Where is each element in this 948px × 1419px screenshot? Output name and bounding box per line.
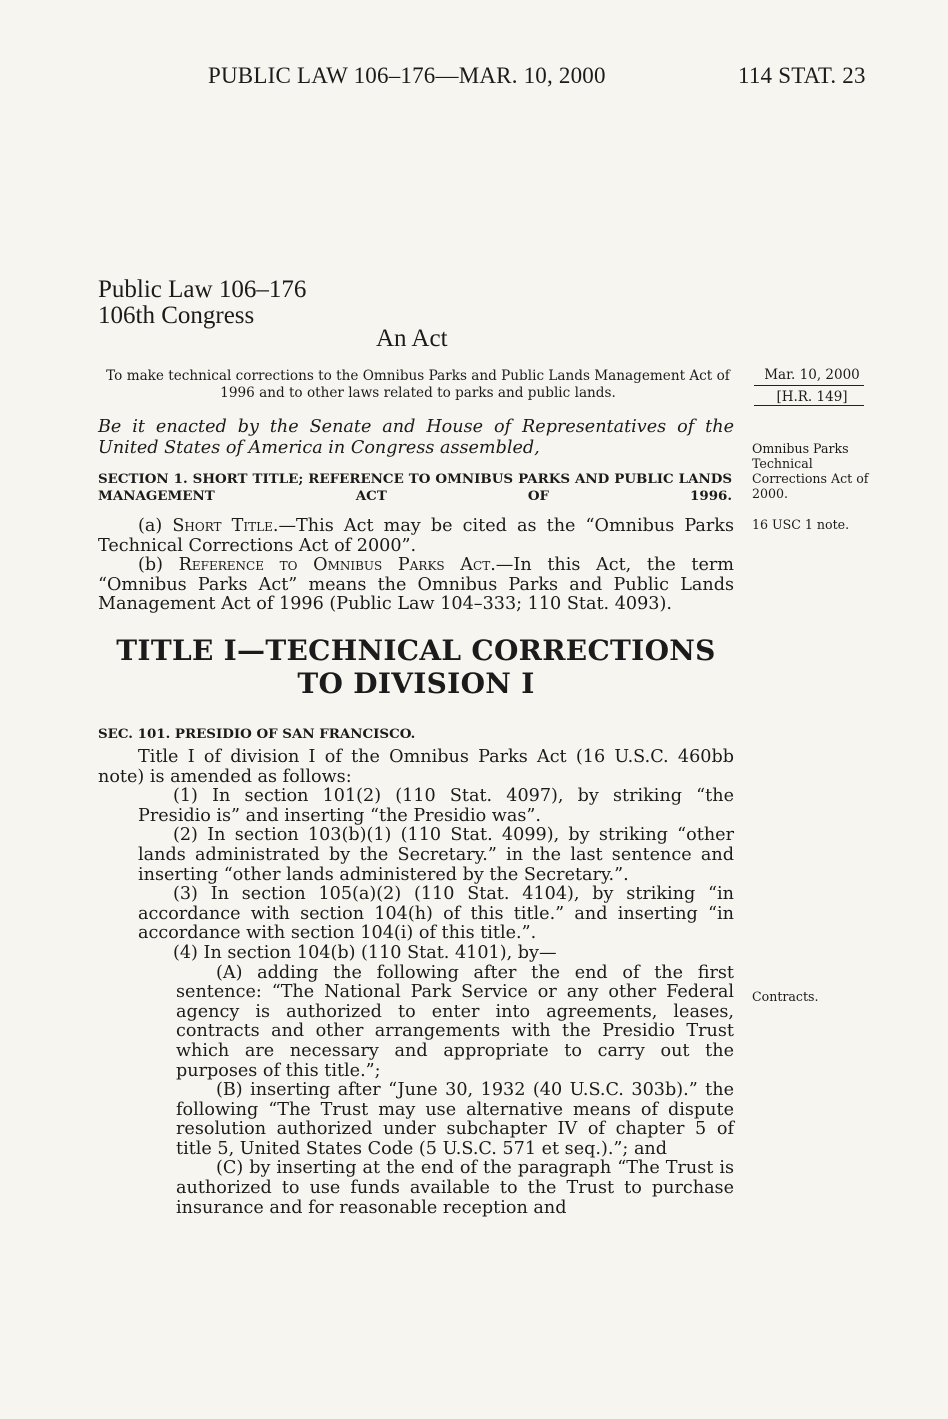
margin-rule xyxy=(754,405,864,406)
subsection-b-text: .—In this Act, the term “Omnibus Parks Act” means the Omnibus Parks and Public Lands Management Act of 1996 (Public Law 104–333; 110 Stat. 4093). xyxy=(98,555,734,615)
paragraph-4: (4) In section 104(b) (110 Stat. 4101), by— xyxy=(173,942,557,963)
subparagraph-b: (B) inserting after “June 30, 1932 (40 U.S.C. 303b).” the following “The Trust may use alternative means of dispute resolution authorized under subchapter IV of chapter 5 of title 5, United States Code (5 U.S.C. 571 et seq.).”; and xyxy=(176,1080,734,1159)
section-101-heading: SEC. 101. PRESIDIO OF SAN FRANCISCO. xyxy=(98,726,416,742)
subsection-a-text: .—This Act may be cited as the “Omnibus Parks Technical Corrections Act of 2000”. xyxy=(98,516,734,556)
margin-note-short-title: Omnibus Parks Technical Corrections Act of 2000. xyxy=(752,441,869,501)
section-1-body xyxy=(98,517,734,615)
section-1-heading xyxy=(98,471,734,505)
subsection-b-label: (b) xyxy=(138,555,179,576)
margin-rule xyxy=(754,385,864,386)
act-heading: An Act xyxy=(376,325,448,352)
margin-note-usc: 16 USC 1 note. xyxy=(752,517,850,532)
public-law-number: Public Law 106–176 xyxy=(98,276,307,303)
margin-note-contracts: Contracts. xyxy=(752,989,819,1004)
section-101-body xyxy=(98,748,734,1218)
subsection-b-caption: Reference to Omnibus Parks Act xyxy=(178,555,491,576)
section-101-intro: Title I of division I of the Omnibus Parks Act (16 U.S.C. 460bb note) is amended as follows: xyxy=(98,747,734,787)
running-header-left: PUBLIC LAW 106–176—MAR. 10, 2000 xyxy=(208,63,606,88)
paragraph-2: (2) In section 103(b)(1) (110 Stat. 4099), by striking “other lands administrated by the Secretary.” in the last sentence and inserting “other lands administered by the Secretary.”. xyxy=(138,825,734,885)
subsection-b xyxy=(98,556,734,615)
subsection-a-label: (a) xyxy=(138,516,173,536)
act-purpose: To make technical corrections to the Omnibus Parks and Public Lands Management Act of 1996 and to other laws related to parks and public lands. xyxy=(106,368,730,401)
subsection-a xyxy=(98,517,734,556)
subparagraph-a: (A) adding the following after the end of the first sentence: “The National Park Service or any other Federal agency is authorized to enter into agreements, leases, contracts and other arrangements with the Presidio Trust which are necessary and appropriate to carry out the purposes of this title.”; xyxy=(176,962,734,1081)
subparagraph-c: (C) by inserting at the end of the paragraph “The Trust is authorized to use funds available to the Trust to purchase insurance and for reasonable reception and xyxy=(176,1158,734,1218)
subsection-a-caption: Short Title xyxy=(172,516,273,536)
section-1-heading-text: SECTION 1. SHORT TITLE; REFERENCE TO OMNIBUS PARKS AND PUBLIC LANDS MANAGEMENT ACT OF 1996. xyxy=(98,471,732,504)
paragraph-3: (3) In section 105(a)(2) (110 Stat. 4104), by striking “in accordance with section 104(h) of this title.” and inserting “in accordance with section 104(i) of this title.”. xyxy=(138,884,734,944)
approval-date: Mar. 10, 2000 xyxy=(764,367,860,383)
title-1-heading: TITLE I—TECHNICAL CORRECTIONS TO DIVISION I xyxy=(116,634,716,700)
bill-number: [H.R. 149] xyxy=(776,389,848,405)
enacting-clause: Be it enacted by the Senate and House of Representatives of the United States of America in Congress assembled, xyxy=(98,417,734,458)
paragraph-1: (1) In section 101(2) (110 Stat. 4097), by striking “the Presidio is” and inserting “the Presidio was”. xyxy=(138,786,734,826)
page-citation: 114 STAT. 23 xyxy=(738,63,866,88)
congress-label: 106th Congress xyxy=(98,302,255,329)
